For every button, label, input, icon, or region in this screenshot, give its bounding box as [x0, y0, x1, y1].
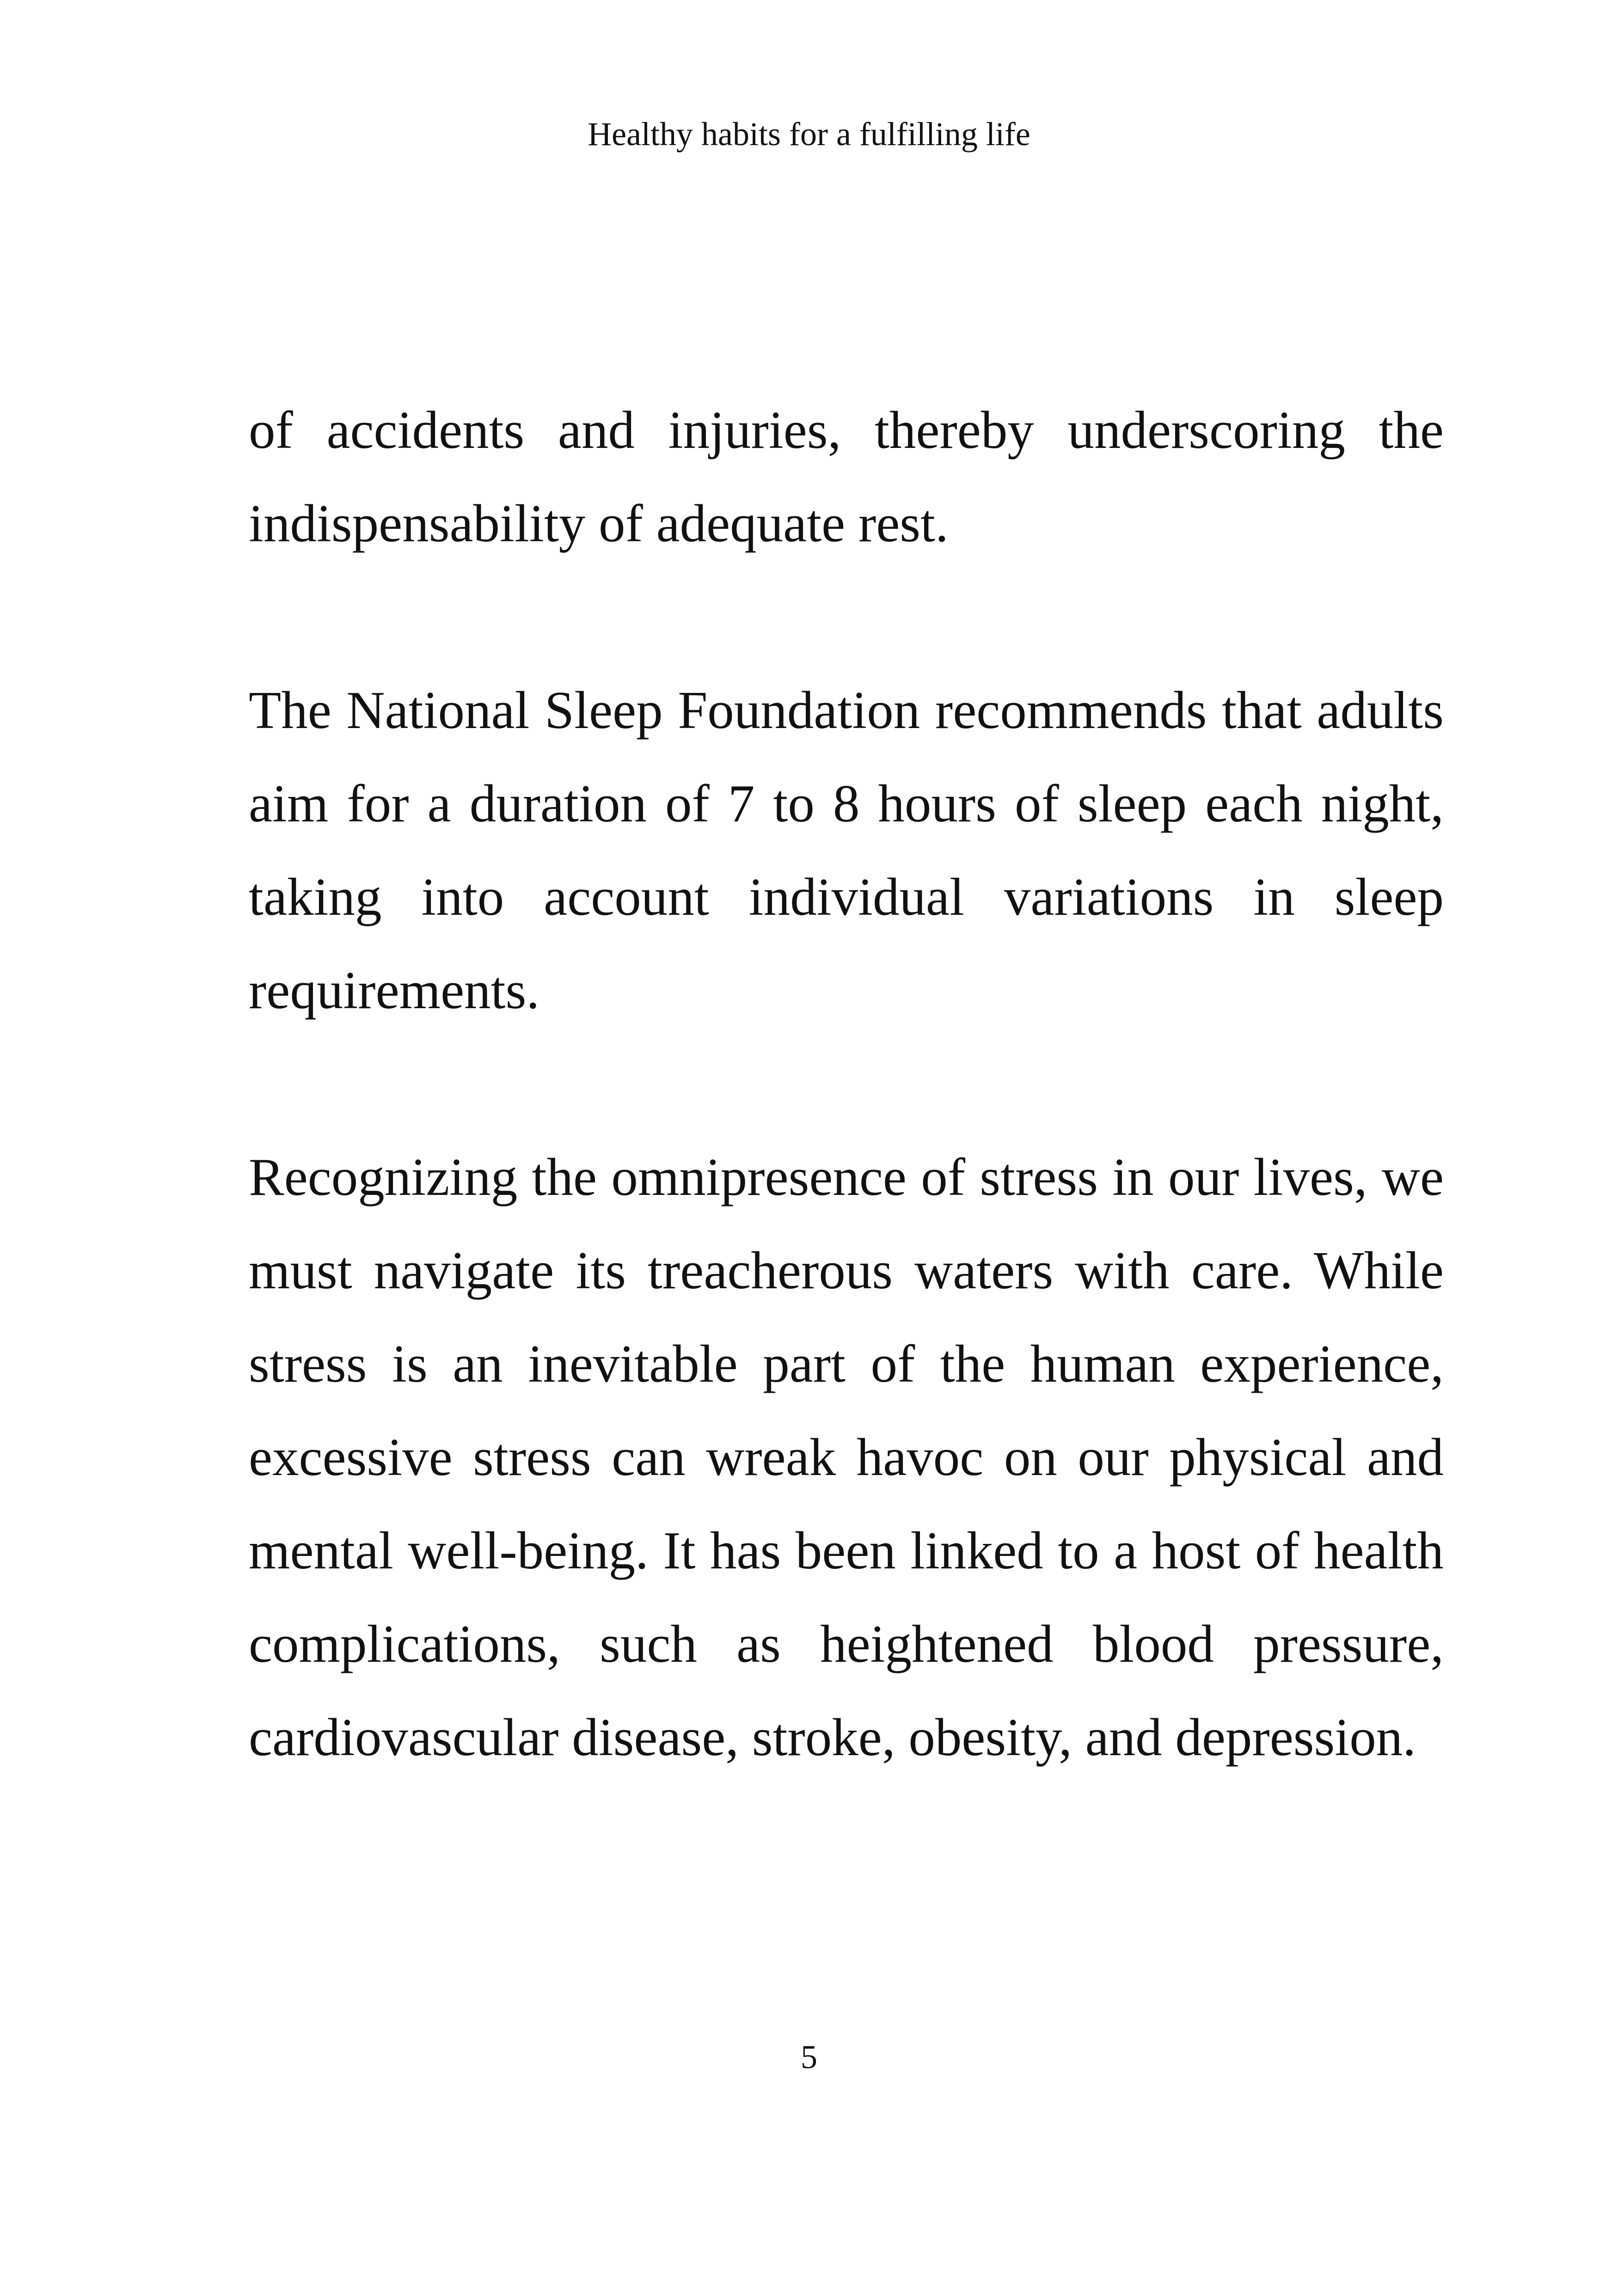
running-header: Healthy habits for a fulfilling life	[588, 116, 1030, 153]
paragraph: The National Sleep Foundation recommends that adults aim for a duration of 7 to 8 hours of sleep each night, taking into account individual variations in sleep requirements.	[249, 681, 1444, 1020]
body-text	[249, 384, 1444, 1784]
paragraph: Recognizing the omnipresence of stress in our lives, we must navigate its treacherous waters with care. While stress is an inevitable part of the human experience, excessive stress can wreak havoc on our physical and mental well-being. It has been linked to a host of health complications, such as heightened blood pressure, cardiovascular disease, stroke, obesity, and depression.	[249, 1148, 1444, 1767]
paragraph: of accidents and injuries, thereby underscoring the indispensability of adequate rest.	[249, 401, 1444, 553]
page-number: 5	[801, 2039, 817, 2076]
